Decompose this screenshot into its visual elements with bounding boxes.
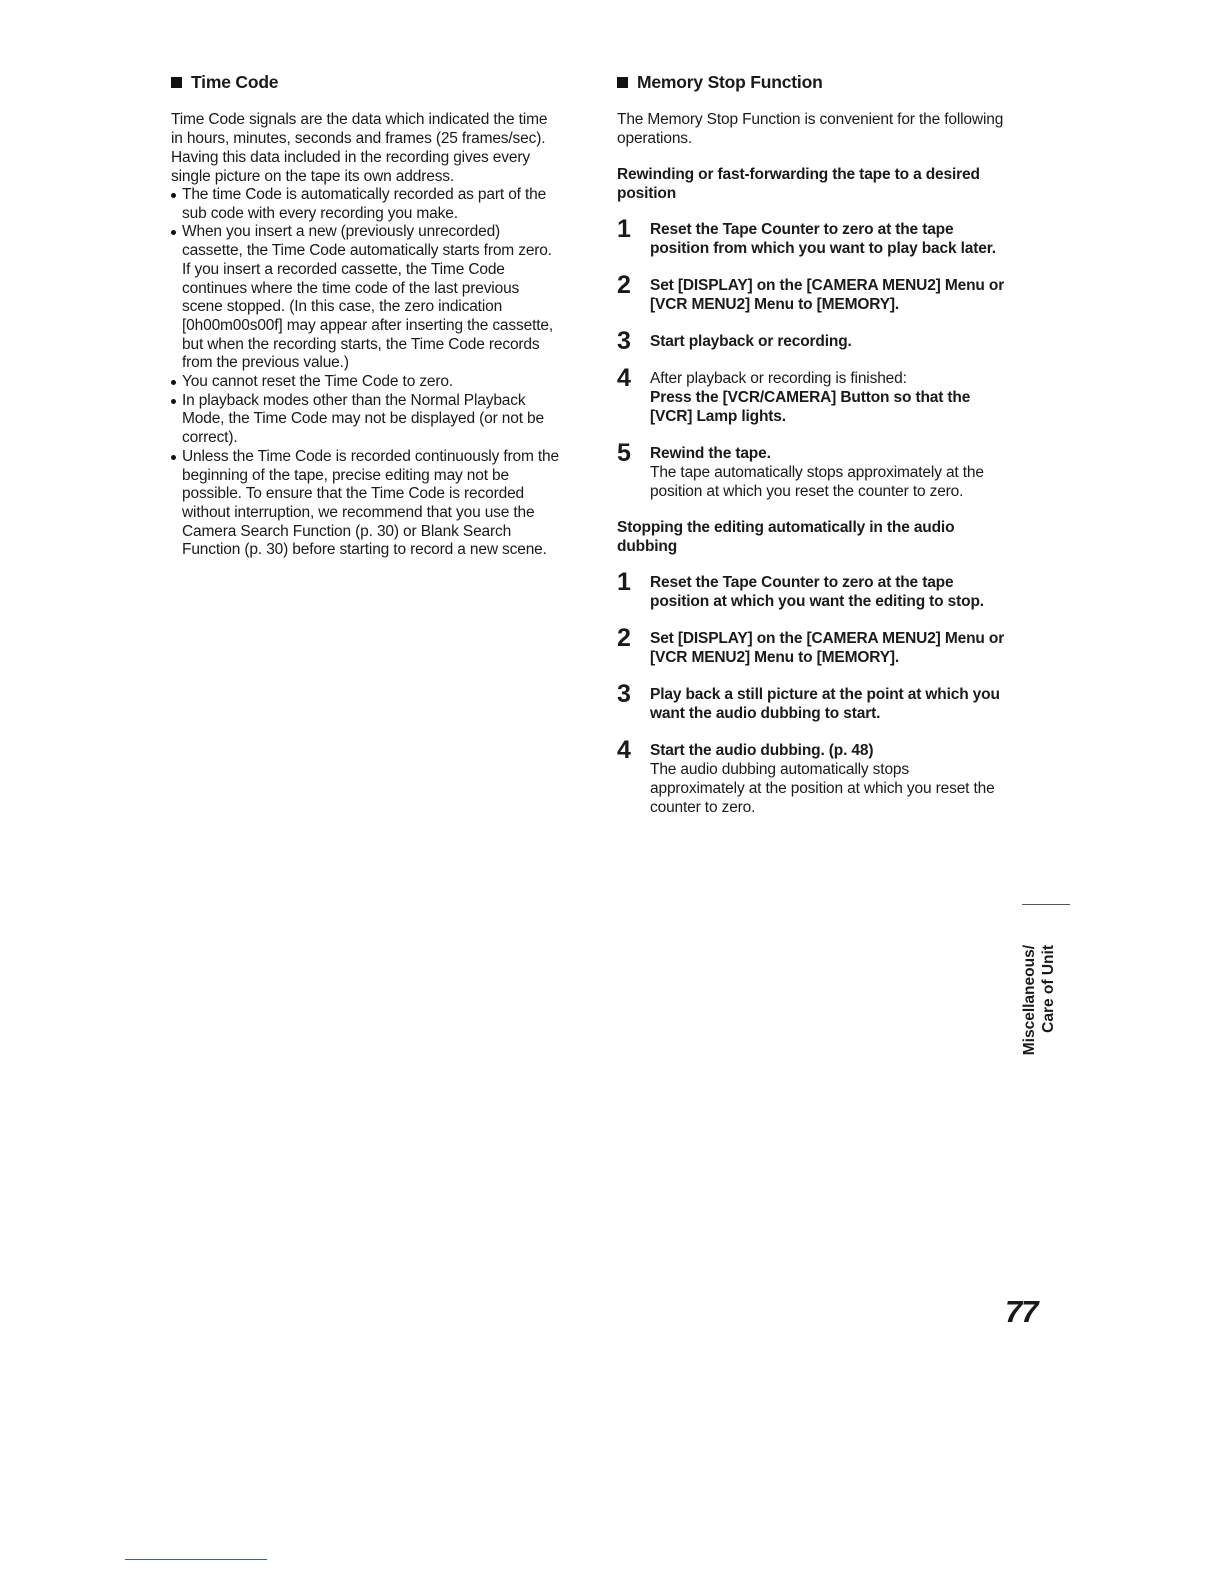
bullet-dot-icon — [171, 455, 176, 460]
memory-stop-intro: The Memory Stop Function is convenient for the following operations. — [617, 111, 1004, 147]
step-number: 1 — [617, 568, 631, 596]
time-code-bullets — [171, 186, 561, 560]
step-item — [617, 364, 1007, 426]
step-instruction: Reset the Tape Counter to zero at the tape position at which you want the editing to stop. — [650, 574, 984, 610]
step-item — [617, 680, 1007, 723]
step-item — [617, 327, 1007, 355]
square-bullet-icon — [171, 77, 182, 88]
side-tab-line1: Miscellaneous/ — [1021, 945, 1038, 1056]
side-tab — [1020, 945, 1060, 1075]
step-item — [617, 568, 1007, 611]
bullet-dot-icon — [171, 399, 176, 404]
rewind-steps — [617, 215, 1007, 501]
time-code-title: Time Code — [191, 72, 279, 92]
page-number: 77 — [1005, 1294, 1038, 1329]
step-item — [617, 271, 1007, 314]
step-item — [617, 439, 1007, 501]
time-code-section — [171, 72, 561, 560]
step-item — [617, 624, 1007, 667]
side-tab-text — [1020, 945, 1060, 1075]
step-number: 5 — [617, 439, 631, 467]
step-instruction: Set [DISPLAY] on the [CAMERA MENU2] Menu or [VCR MENU2] Menu to [MEMORY]. — [650, 277, 1005, 313]
step-note: The audio dubbing automatically stops approximately at the position at which you reset the counter to zero. — [650, 761, 995, 816]
step-number: 4 — [617, 364, 631, 392]
step-instruction: Start the audio dubbing. (p. 48) — [650, 742, 874, 759]
step-instruction: Start playback or recording. — [650, 333, 852, 350]
bottom-rule — [125, 1559, 267, 1560]
bullet-item: The time Code is automatically recorded as part of the sub code with every recording you make. — [171, 186, 561, 223]
step-number: 2 — [617, 271, 631, 299]
time-code-heading — [171, 72, 561, 93]
side-tab-rule — [1022, 904, 1070, 905]
step-number: 3 — [617, 680, 631, 708]
step-number: 4 — [617, 736, 631, 764]
step-instruction: Rewind the tape. — [650, 445, 771, 462]
square-bullet-icon — [617, 77, 628, 88]
side-tab-line2: Care of Unit — [1040, 945, 1057, 1033]
step-lead: After playback or recording is finished: — [650, 370, 907, 387]
rewind-subheading: Rewinding or fast-forwarding the tape to a desired position — [617, 166, 980, 202]
bullet-dot-icon — [171, 230, 176, 235]
step-instruction: Press the [VCR/CAMERA] Button so that the [VCR] Lamp lights. — [650, 389, 971, 425]
step-number: 3 — [617, 327, 631, 355]
step-number: 1 — [617, 215, 631, 243]
dubbing-steps — [617, 568, 1007, 817]
bullet-dot-icon — [171, 380, 176, 385]
step-instruction: Play back a still picture at the point at which you want the audio dubbing to start. — [650, 686, 1000, 722]
step-instruction: Set [DISPLAY] on the [CAMERA MENU2] Menu or [VCR MENU2] Menu to [MEMORY]. — [650, 630, 1005, 666]
dubbing-subheading: Stopping the editing automatically in the audio dubbing — [617, 519, 955, 555]
memory-stop-title: Memory Stop Function — [637, 72, 823, 92]
memory-stop-section — [617, 72, 1007, 834]
step-item — [617, 736, 1007, 817]
bullet-item: In playback modes other than the Normal Playback Mode, the Time Code may not be displayed (or not be correct). — [171, 392, 561, 448]
memory-stop-heading — [617, 72, 1007, 93]
step-number: 2 — [617, 624, 631, 652]
step-note: The tape automatically stops approximately at the position at which you reset the counter to zero. — [650, 464, 984, 500]
bullet-item: When you insert a new (previously unrecorded) cassette, the Time Code automatically starts from zero. If you insert a recorded cassette, the Time Code continues where the time code of the last previous scene stopped. (In this case, the zero indication [0h00m00s00f] may appear after inserting the cassette, but when the recording starts, the Time Code records from the previous value.) — [171, 223, 561, 373]
step-instruction: Reset the Tape Counter to zero at the tape position from which you want to play back later. — [650, 221, 996, 257]
bullet-dot-icon — [171, 193, 176, 198]
time-code-intro: Time Code signals are the data which indicated the time in hours, minutes, seconds and frames (25 frames/sec). Having this data included in the recording gives every single picture on the tape its own address. — [171, 111, 548, 185]
bullet-item: You cannot reset the Time Code to zero. — [171, 373, 561, 392]
step-item — [617, 215, 1007, 258]
bullet-item: Unless the Time Code is recorded continuously from the beginning of the tape, precise editing may not be possible. To ensure that the Time Code is recorded without interruption, we recommend that you use the Camera Search Function (p. 30) or Blank Search Function (p. 30) before starting to record a new scene. — [171, 448, 561, 560]
